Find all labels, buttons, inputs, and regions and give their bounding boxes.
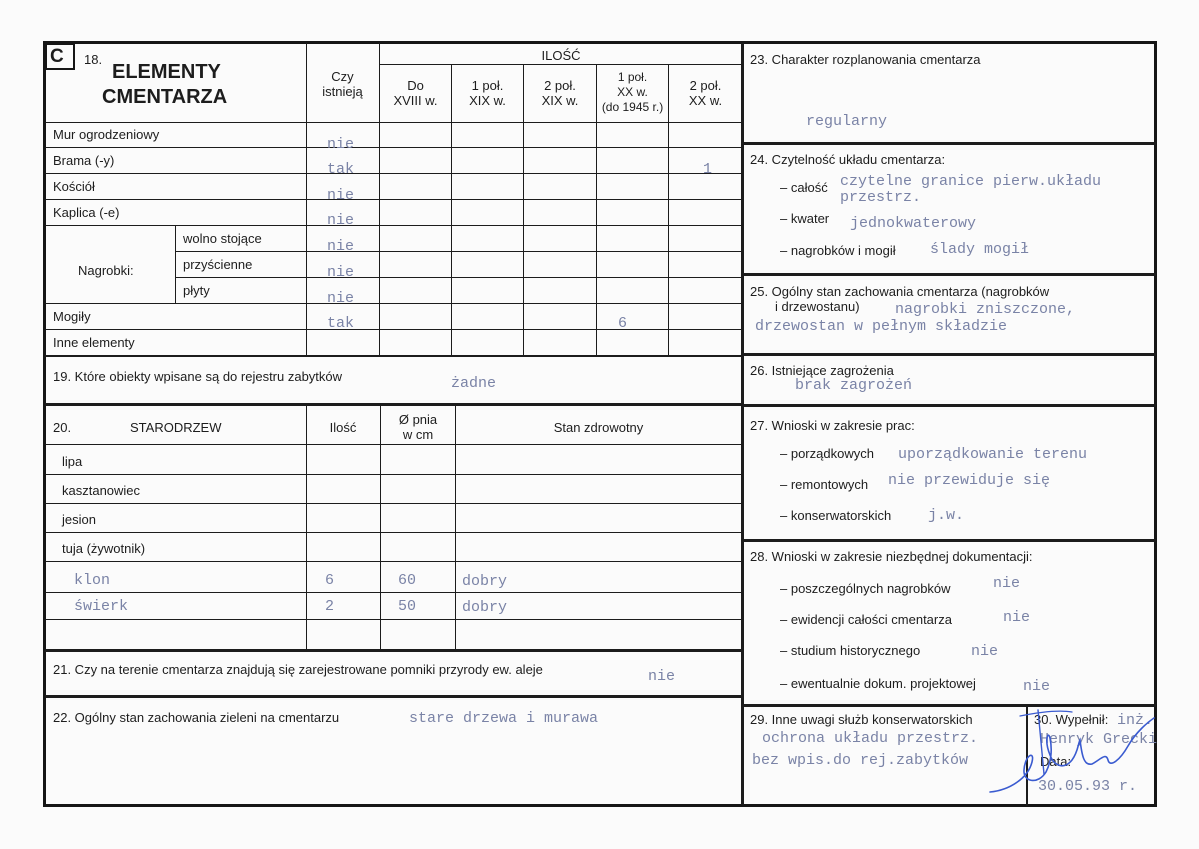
col-header: 2 poł. XIX w. (541, 78, 579, 108)
s27-item-label: – remontowych (780, 477, 869, 492)
s19-value: żadne (451, 375, 497, 392)
s24-nagrobkow-label: – nagrobków i mogił (780, 243, 896, 258)
s22-label: 22. Ogólny stan zachowania zieleni na cmentarzu (53, 710, 340, 725)
s27-item-value: uporządkowanie terenu (898, 446, 1088, 463)
tree-stan: dobry (462, 573, 508, 590)
exists-value: nie (327, 136, 355, 153)
col-header: 1 poł. XIX w. (469, 78, 506, 108)
row-label: Inne elementy (53, 335, 135, 350)
tree-pien: 60 (398, 572, 417, 589)
row-label: Brama (-y) (53, 153, 115, 168)
row-label: wolno stojące (183, 231, 262, 246)
s27-item-value: j.w. (928, 507, 965, 524)
count-value: 1 (703, 161, 713, 178)
s27-item-label: – porządkowych (780, 446, 874, 461)
s29-value: ochrona układu przestrz. (762, 730, 979, 747)
s24-calosc-value: czytelne granice pierw.układu (840, 173, 1102, 190)
col-header: Do XVIII w. (393, 78, 438, 108)
s27-label: 27. Wnioski w zakresie prac: (750, 418, 915, 433)
tree-ilosc: 2 (325, 598, 335, 615)
row-label: przyścienne (183, 257, 253, 272)
s30-date-value: 30.05.93 r. (1038, 778, 1138, 795)
divider (45, 403, 742, 406)
row-label: płyty (183, 283, 210, 298)
exists-value: nie (327, 290, 355, 307)
col-header: 1 poł. XX w. (do 1945 r.) (601, 70, 664, 114)
s28-item-value: nie (1003, 609, 1031, 626)
s25-label: i drzewostanu) (775, 299, 860, 314)
s21-value: nie (648, 668, 676, 685)
s20-number: 20. (53, 420, 72, 435)
s28-item-label: – ewentualnie dokum. projektowej (780, 676, 976, 691)
s28-item-value: nie (993, 575, 1021, 592)
elementy-title-2: CMENTARZA (102, 86, 228, 108)
exists-value: nie (327, 238, 355, 255)
row-label: Mur ogrodzeniowy (53, 127, 160, 142)
s22-value: stare drzewa i murawa (409, 710, 599, 727)
tree-name: lipa (62, 454, 83, 469)
s23-label: 23. Charakter rozplanowania cmentarza (750, 52, 981, 67)
s20-col-ilosc: Ilość (329, 420, 357, 435)
row-label: Kaplica (-e) (53, 205, 120, 220)
s23-value: regularny (806, 113, 888, 130)
s25-label: 25. Ogólny stan zachowania cmentarza (nagrobków (750, 284, 1050, 299)
tree-name: jesion (62, 512, 96, 527)
s30-label: 30. Wypełnił: (1034, 712, 1109, 727)
czy-istnieja-header: Czy istnieją (322, 69, 363, 99)
s20-col-pien: Ø pnia w cm (398, 412, 438, 442)
signature (980, 700, 1160, 810)
s27-item-label: – konserwatorskich (780, 508, 892, 523)
s30-name: Henryk Grecki (1040, 731, 1158, 748)
divider (45, 695, 742, 698)
s24-nagrobkow-value: ślady mogił (930, 241, 1030, 258)
tree-stan: dobry (462, 599, 508, 616)
exists-value: nie (327, 264, 355, 281)
row-label: Kościół (53, 179, 95, 194)
elementy-title-1: ELEMENTY (112, 61, 221, 83)
s28-item-value: nie (1023, 678, 1051, 695)
s21-label: 21. Czy na terenie cmentarza znajdują się zarejestrowane pomniki przyrody ew. aleje (53, 662, 543, 677)
exists-value: nie (327, 212, 355, 229)
col-header: 2 poł. XX w. (688, 78, 723, 108)
s29-label: 29. Inne uwagi służb konserwatorskich (750, 712, 973, 727)
s28-item-label: – studium historycznego (780, 643, 921, 658)
s28-label: 28. Wnioski w zakresie niezbędnej dokumentacji: (750, 549, 1033, 564)
tree-pien: 50 (398, 598, 417, 615)
s24-kwater-value: jednokwaterowy (850, 215, 977, 232)
exists-value: nie (327, 187, 355, 204)
row-label: Mogiły (53, 309, 91, 324)
tree-ilosc: 6 (325, 572, 335, 589)
s20-title: STARODRZEW (130, 420, 222, 435)
tree-name: kasztanowiec (62, 483, 141, 498)
s24-label: 24. Czytelność układu cmentarza: (750, 152, 946, 167)
exists-value: tak (327, 315, 355, 332)
s24-kwater-label: – kwater (780, 211, 830, 226)
count-value: 6 (618, 315, 628, 332)
s26-value: brak zagrożeń (795, 377, 913, 394)
s20-col-stan: Stan zdrowotny (553, 420, 644, 435)
tree-name: świerk (74, 598, 129, 615)
ilosc-header: ILOŚĆ (541, 48, 581, 63)
exists-value: tak (327, 161, 355, 178)
s28-item-label: – ewidencji całości cmentarza (780, 612, 952, 627)
section-number-18: 18. (84, 52, 103, 67)
divider (45, 649, 742, 652)
section-letter: C (50, 46, 64, 67)
s25-value: nagrobki zniszczone, (895, 301, 1076, 318)
s27-item-value: nie przewiduje się (888, 472, 1051, 489)
s24-calosc-label: – całość (780, 180, 828, 195)
s29-value: bez wpis.do rej.zabytków (752, 752, 969, 769)
divider (741, 43, 744, 805)
s30-title: inż. (1117, 712, 1154, 729)
s24-calosc-value: przestrz. (840, 189, 922, 206)
s30-date-label: Data: (1040, 754, 1072, 769)
s28-item-value: nie (971, 643, 999, 660)
s19-label: 19. Które obiekty wpisane są do rejestru zabytków (53, 369, 343, 384)
s28-item-label: – poszczególnych nagrobków (780, 581, 951, 596)
s25-value: drzewostan w pełnym składzie (755, 318, 1008, 335)
s26-label: 26. Istniejące zagrożenia (750, 363, 894, 378)
tree-name: tuja (żywotnik) (62, 541, 146, 556)
divider (45, 355, 742, 357)
tree-name: klon (74, 572, 111, 589)
nagrobki-label: Nagrobki: (78, 263, 134, 278)
